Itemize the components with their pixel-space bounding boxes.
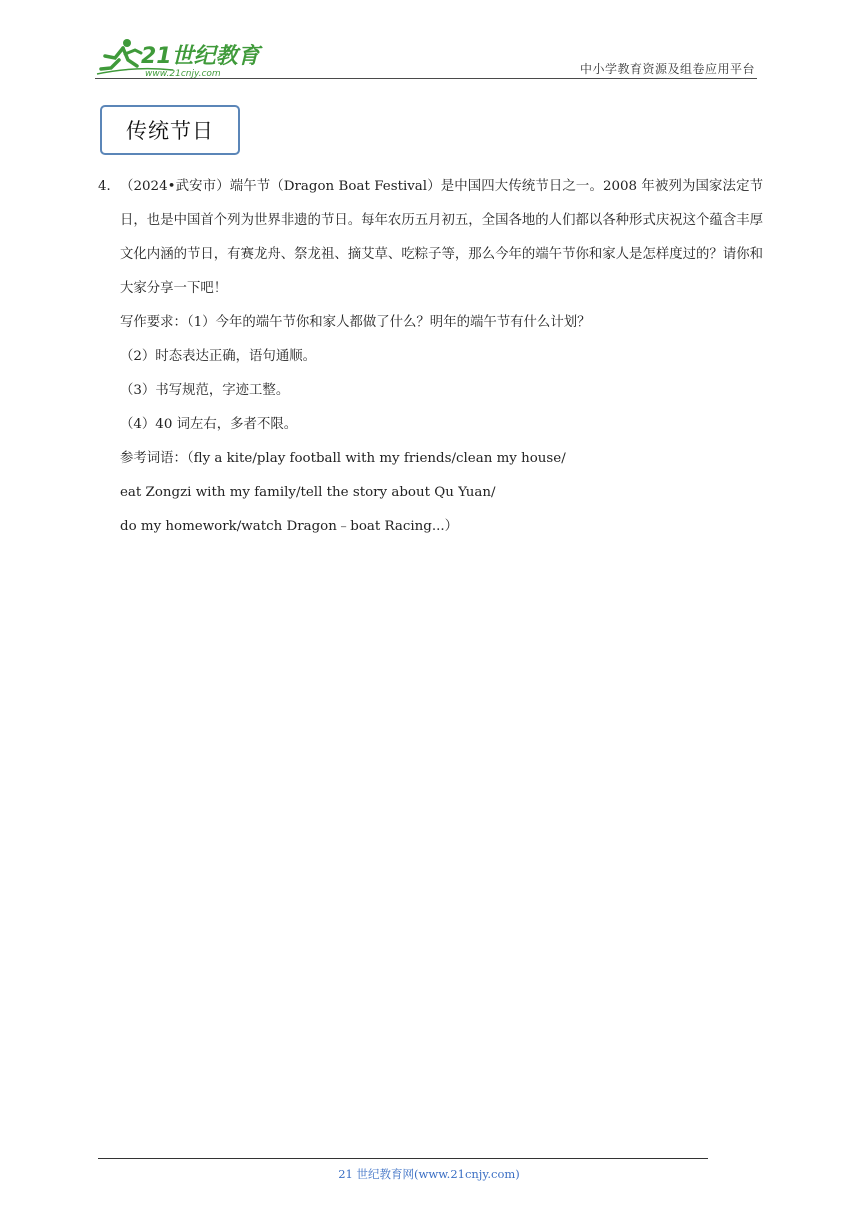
- reference-words-line: do my homework/watch Dragon﹣boat Racing...）: [120, 519, 459, 534]
- section-title-badge: [100, 105, 240, 155]
- header-divider: [95, 78, 757, 79]
- header-tagline: 中小学教育资源及组卷应用平台: [579, 62, 755, 76]
- footer-divider: [98, 1158, 708, 1159]
- requirement-line: （3）书写规范，字迹工整。: [120, 383, 290, 398]
- footer-site-link[interactable]: 21 世纪教育网(www.21cnjy.com): [338, 1167, 520, 1181]
- requirement-line: 写作要求：（1）今年的端午节你和家人都做了什么？明年的端午节有什么计划？: [120, 315, 591, 330]
- question-number: 4．: [98, 179, 120, 194]
- site-logo[interactable]: [95, 36, 265, 80]
- logo-wordmark: 21世纪教育: [141, 44, 260, 69]
- logo-graphic: [95, 36, 265, 80]
- question-intro: （2024•武安市）端午节（Dragon Boat Festival）是中国四大传统节日之一。2008 年被列为国家法定节日，也是中国首个列为世界非遗的节日。每年农历五月初五，全国各地的人们都以各种形式庆祝这个蕴含丰厚文化内涵的节日，有赛龙舟、祭龙祖、摘艾草、吃粽子等，那么今年的端午节你和家人是怎样度过的？请你和大家分享一下吧！: [120, 179, 763, 296]
- question-block: [98, 170, 763, 544]
- section-title: 传统节日: [126, 119, 214, 143]
- page-header: [95, 36, 757, 80]
- logo-url: www.21cnjy.com: [145, 69, 221, 79]
- reference-words-line: eat Zongzi with my family/tell the story about Qu Yuan/: [120, 485, 496, 500]
- question-intro-row: [98, 170, 763, 306]
- requirement-line: （2）时态表达正确，语句通顺。: [120, 349, 316, 364]
- reference-words-line: 参考词语：（fly a kite/play football with my friends/clean my house/: [120, 451, 566, 466]
- requirement-line: （4）40 词左右，多者不限。: [120, 417, 298, 432]
